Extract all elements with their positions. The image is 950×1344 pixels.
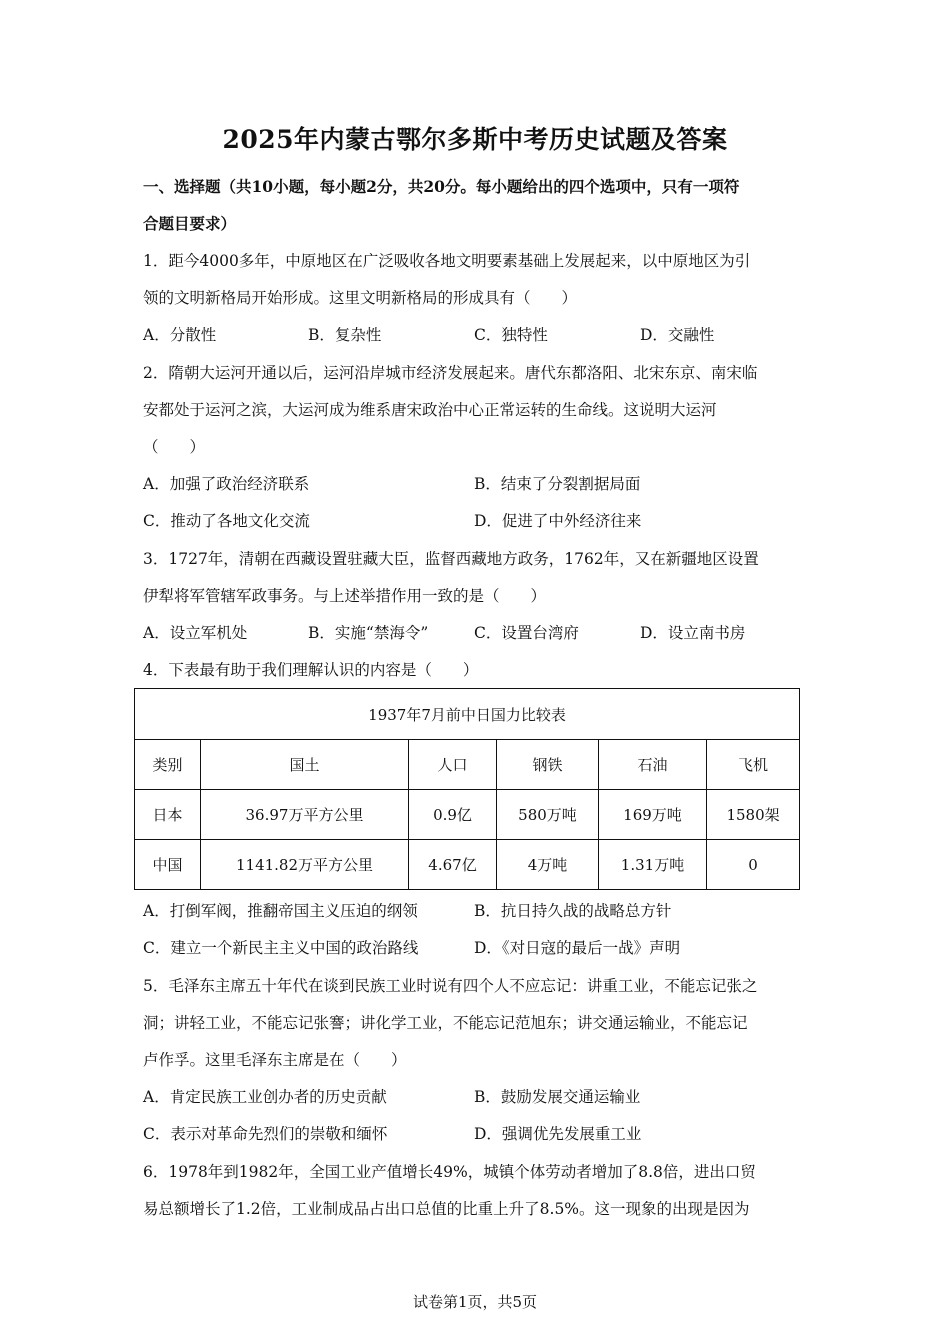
section-heading-line1: 一、选择题（共10小题，每小题2分，共20分。每小题给出的四个选项中，只有一项符 xyxy=(143,177,740,196)
q1-option-a: A．分散性 xyxy=(143,326,217,344)
q4-option-c: C．建立一个新民主主义中国的政治路线 xyxy=(143,939,419,957)
table-header-cell: 石油 xyxy=(599,740,707,790)
table-header-cell: 人口 xyxy=(409,740,497,790)
q2-option-a: A．加强了政治经济联系 xyxy=(143,475,310,493)
table-cell: 36.97万平方公里 xyxy=(201,790,409,840)
q4-stem-line1: 4．下表最有助于我们理解认识的内容是（ ） xyxy=(143,661,479,679)
q5-option-a: A．肯定民族工业创办者的历史贡献 xyxy=(143,1088,387,1106)
q6-stem-line1: 6．1978年到1982年，全国工业产值增长49%，城镇个体劳动者增加了8.8倍，进出口贸 xyxy=(143,1163,756,1181)
table-header-cell: 国土 xyxy=(201,740,409,790)
q6-stem-line2: 易总额增长了1.2倍，工业制成品占出口总值的比重上升了8.5%。这一现象的出现是因为 xyxy=(143,1200,750,1218)
q5-stem-line3: 卢作孚。这里毛泽东主席是在（ ） xyxy=(143,1051,407,1069)
comparison-table xyxy=(134,688,800,890)
table-cell: 中国 xyxy=(135,840,201,890)
q5-option-d: D．强调优先发展重工业 xyxy=(474,1125,642,1143)
table-cell: 0.9亿 xyxy=(409,790,497,840)
table-caption: 1937年7月前中日国力比较表 xyxy=(135,689,800,740)
page-footer: 试卷第1页，共5页 xyxy=(412,1293,538,1311)
table-cell: 4万吨 xyxy=(497,840,599,890)
table-cell: 日本 xyxy=(135,790,201,840)
table-row xyxy=(135,790,800,840)
q2-stem-line3: （ ） xyxy=(143,438,206,456)
q4-option-d: D．《对日寇的最后一战》声明 xyxy=(474,939,681,957)
q5-option-b: B．鼓励发展交通运输业 xyxy=(474,1088,641,1106)
q3-option-b: B．实施“禁海令” xyxy=(308,624,429,642)
q3-option-c: C．设置台湾府 xyxy=(474,624,579,642)
q2-option-c: C．推动了各地文化交流 xyxy=(143,512,310,530)
q3-option-a: A．设立军机处 xyxy=(143,624,248,642)
q1-stem-line2: 领的文明新格局开始形成。这里文明新格局的形成具有（ ） xyxy=(143,289,578,307)
q3-option-d: D．设立南书房 xyxy=(640,624,746,642)
q1-option-b: B．复杂性 xyxy=(308,326,382,344)
table-header-cell: 钢铁 xyxy=(497,740,599,790)
q2-option-b: B．结束了分裂割据局面 xyxy=(474,475,641,493)
table-cell: 580万吨 xyxy=(497,790,599,840)
table-cell: 4.67亿 xyxy=(409,840,497,890)
q3-stem-line2: 伊犁将军管辖军政事务。与上述举措作用一致的是（ ） xyxy=(143,587,547,605)
q4-option-b: B．抗日持久战的战略总方针 xyxy=(474,902,672,920)
q5-option-c: C．表示对革命先烈们的崇敬和缅怀 xyxy=(143,1125,388,1143)
q5-stem-line2: 洞；讲轻工业，不能忘记张謇；讲化学工业，不能忘记范旭东；讲交通运输业，不能忘记 xyxy=(143,1014,748,1032)
table-header-cell: 飞机 xyxy=(707,740,800,790)
q1-option-c: C．独特性 xyxy=(474,326,548,344)
table-cell: 1580架 xyxy=(707,790,800,840)
table-cell: 1141.82万平方公里 xyxy=(201,840,409,890)
q2-option-d: D．促进了中外经济往来 xyxy=(474,512,642,530)
q5-stem-line1: 5．毛泽东主席五十年代在谈到民族工业时说有四个人不应忘记：讲重工业，不能忘记张之 xyxy=(143,977,758,995)
q4-option-a: A．打倒军阀，推翻帝国主义压迫的纲领 xyxy=(143,902,418,920)
q2-stem-line2: 安都处于运河之滨，大运河成为维系唐宋政治中心正常运转的生命线。这说明大运河 xyxy=(143,401,717,419)
section-heading-line2: 合题目要求） xyxy=(143,214,237,233)
q2-stem-line1: 2．隋朝大运河开通以后，运河沿岸城市经济发展起来。唐代东都洛阳、北宋东京、南宋临 xyxy=(143,364,758,382)
q1-option-d: D．交融性 xyxy=(640,326,715,344)
table-row xyxy=(135,840,800,890)
page-title: 2025年内蒙古鄂尔多斯中考历史试题及答案 xyxy=(222,125,728,154)
table-cell: 0 xyxy=(707,840,800,890)
table-cell: 169万吨 xyxy=(599,790,707,840)
table-header-row xyxy=(135,740,800,790)
table-header-cell: 类别 xyxy=(135,740,201,790)
q3-stem-line1: 3．1727年，清朝在西藏设置驻藏大臣，监督西藏地方政务，1762年，又在新疆地区设置 xyxy=(143,550,759,568)
q1-stem-line1: 1．距今4000多年，中原地区在广泛吸收各地文明要素基础上发展起来，以中原地区为引 xyxy=(143,252,751,270)
table-cell: 1.31万吨 xyxy=(599,840,707,890)
